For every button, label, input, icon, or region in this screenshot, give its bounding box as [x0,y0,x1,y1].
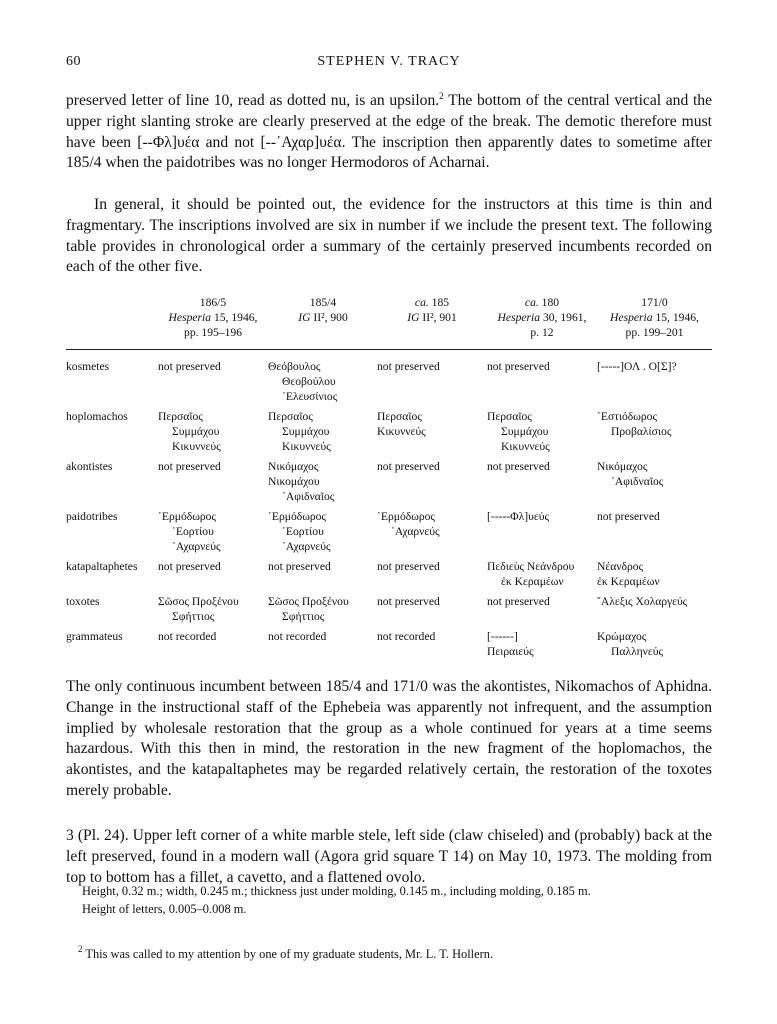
paragraph-4: 3 (Pl. 24). Upper left corner of a white marble stele, left side (claw chiseled) and (probably) back at the left preserved, found in a modern wall (Agora grid square T 14) on May 10, 1973. The molding from top to bottom has a fillet, a cavetto, and a flattened ovolo. [66,827,712,886]
footnote-text: This was called to my attention by one of my graduate students, Mr. L. T. Hollern. [85,947,494,961]
table-cell: Νικόμαχος ᾿Αφιδναῖος [597,460,664,489]
table-cell: not preserved [487,360,550,373]
specifications [82,882,712,918]
header-col-2: 185/4 IG II², 900 [298,296,348,325]
table-cell: [-----]ΟΛ . Ο[Σ]? [597,360,677,373]
row-label: hoplomachos [66,410,128,423]
table-cell: ῾Ερμόδωρος ῾Εορτίου ᾿Αχαρνεύς [268,510,331,554]
letter-height-line: Height of letters, 0.005–0.008 m. [82,902,247,916]
table-cell: ῾Ερμόδωρος ᾿Αχαρνεύς [377,510,440,539]
header-col-5: 171/0 Hesperia 15, 1946, pp. 199–201 [610,296,699,340]
table-cell: not preserved [158,560,221,573]
table-cell: Περσαῖος Συμμάχου Κικυννεύς [487,410,550,454]
paragraph-2: In general, it should be pointed out, the evidence for the instructors at this time is thin and fragmentary. The inscriptions involved are six in number if we include the present text. The following table provides in chronological order a summary of the certainly preserved incumbents recorded on each of the other five. [66,196,712,276]
table-cell: [------] Πειραιεύς [487,630,534,659]
footnote-ref[interactable]: 2 [439,91,444,101]
table-cell: not recorded [377,630,436,643]
table-cell: not recorded [268,630,327,643]
table-cell: Νικόμαχος Νικομάχου ᾿Αφιδναῖος [268,460,335,504]
table-cell: Νέανδρος ἐκ Κεραμέων [597,560,660,589]
table-cell: not preserved [487,595,550,608]
footnote [78,945,712,963]
table-cell: not preserved [158,460,221,473]
table-cell: Περσαῖος Κικυννεύς [377,410,426,439]
table-cell: not preserved [268,560,331,573]
footnote-mark: 2 [78,944,83,954]
page-number: 60 [66,54,81,69]
table-cell: Κρώμαχος Παλληνεύς [597,630,664,659]
table-cell: Σῶσος Προξένου Σφήττιος [268,595,349,624]
page-header [66,54,712,74]
header-col-1: 186/5 Hesperia 15, 1946, pp. 195–196 [168,296,258,340]
table-header [66,295,712,345]
paragraph-1-text-b: The bottom of the central vertical and the upper right slanting stroke are clearly preserved at the edge of the break. The demotic therefore must have been [--Φλ]υέα and not [--᾿Αχαρ]υέα. The inscription then apparently dates to sometime after 185/4 when the paidotribes was no longer Hermodoros of Acharnai. [66,92,712,172]
table-cell: ῾Ερμόδωρος ῾Εορτίου ᾿Αχαρνεύς [158,510,221,554]
running-head: STEPHEN V. TRACY [317,54,461,69]
table-cell: Σῶσος Προξένου Σφήττιος [158,595,239,624]
paragraph-3: The only continuous incumbent between 185/4 and 171/0 was the akontistes, Nikomachos of Aphidna. Change in the instructional staff of the Ephebeia was apparently not infrequent, and the assumption implied by wholesale restoration that the group as a whole continued for years at a time seems hazardous. With this then in mind, the restoration in the new fragment of the hoplomachos, the akontistes, and the katapaltaphetes may be regarded relatively certain, the restoration of the toxotes merely probable. [66,678,712,799]
table-cell: [-----Φλ]υεύς [487,510,550,523]
dimensions-line: Height, 0.32 m.; width, 0.245 m.; thickness just under molding, 0.145 m., including molding, 0.185 m. [82,884,591,898]
table-cell: Περσαῖος Συμμάχου Κικυννεύς [268,410,331,454]
row-label: grammateus [66,630,123,643]
row-label: toxotes [66,595,100,608]
table-cell: not preserved [377,595,440,608]
table-cell: Θεόβουλος Θεοβούλου ᾿Ελευσίνιος [268,360,338,404]
table-cell: not preserved [377,460,440,473]
table-top-rule [66,349,712,350]
table-cell: not preserved [377,360,440,373]
table-cell: Περσαῖος Συμμάχου Κικυννεύς [158,410,221,454]
table-cell: ῾Εστιόδωρος Προβαλίσιος [597,410,672,439]
table-cell: not preserved [597,510,660,523]
header-col-4: ca. 180 Hesperia 30, 1961, p. 12 [497,296,587,340]
table-cell: not preserved [158,360,221,373]
table-cell: Πεδιεὺς Νεάνδρου ἐκ Κεραμέων [487,560,575,589]
row-label: katapaltaphetes [66,560,138,573]
paragraph-1 [66,91,712,174]
header-col-3: ca. 185 IG II², 901 [407,296,457,325]
paragraph-1-text-a: preserved letter of line 10, read as dotted nu, is an upsilon. [66,92,440,109]
row-label: paidotribes [66,510,118,523]
row-label: kosmetes [66,360,110,373]
table-cell: not preserved [377,560,440,573]
table-cell: ῎Αλεξις Χολαργεύς [597,595,688,608]
table-cell: not recorded [158,630,217,643]
row-label: akontistes [66,460,113,473]
table-cell: not preserved [487,460,550,473]
